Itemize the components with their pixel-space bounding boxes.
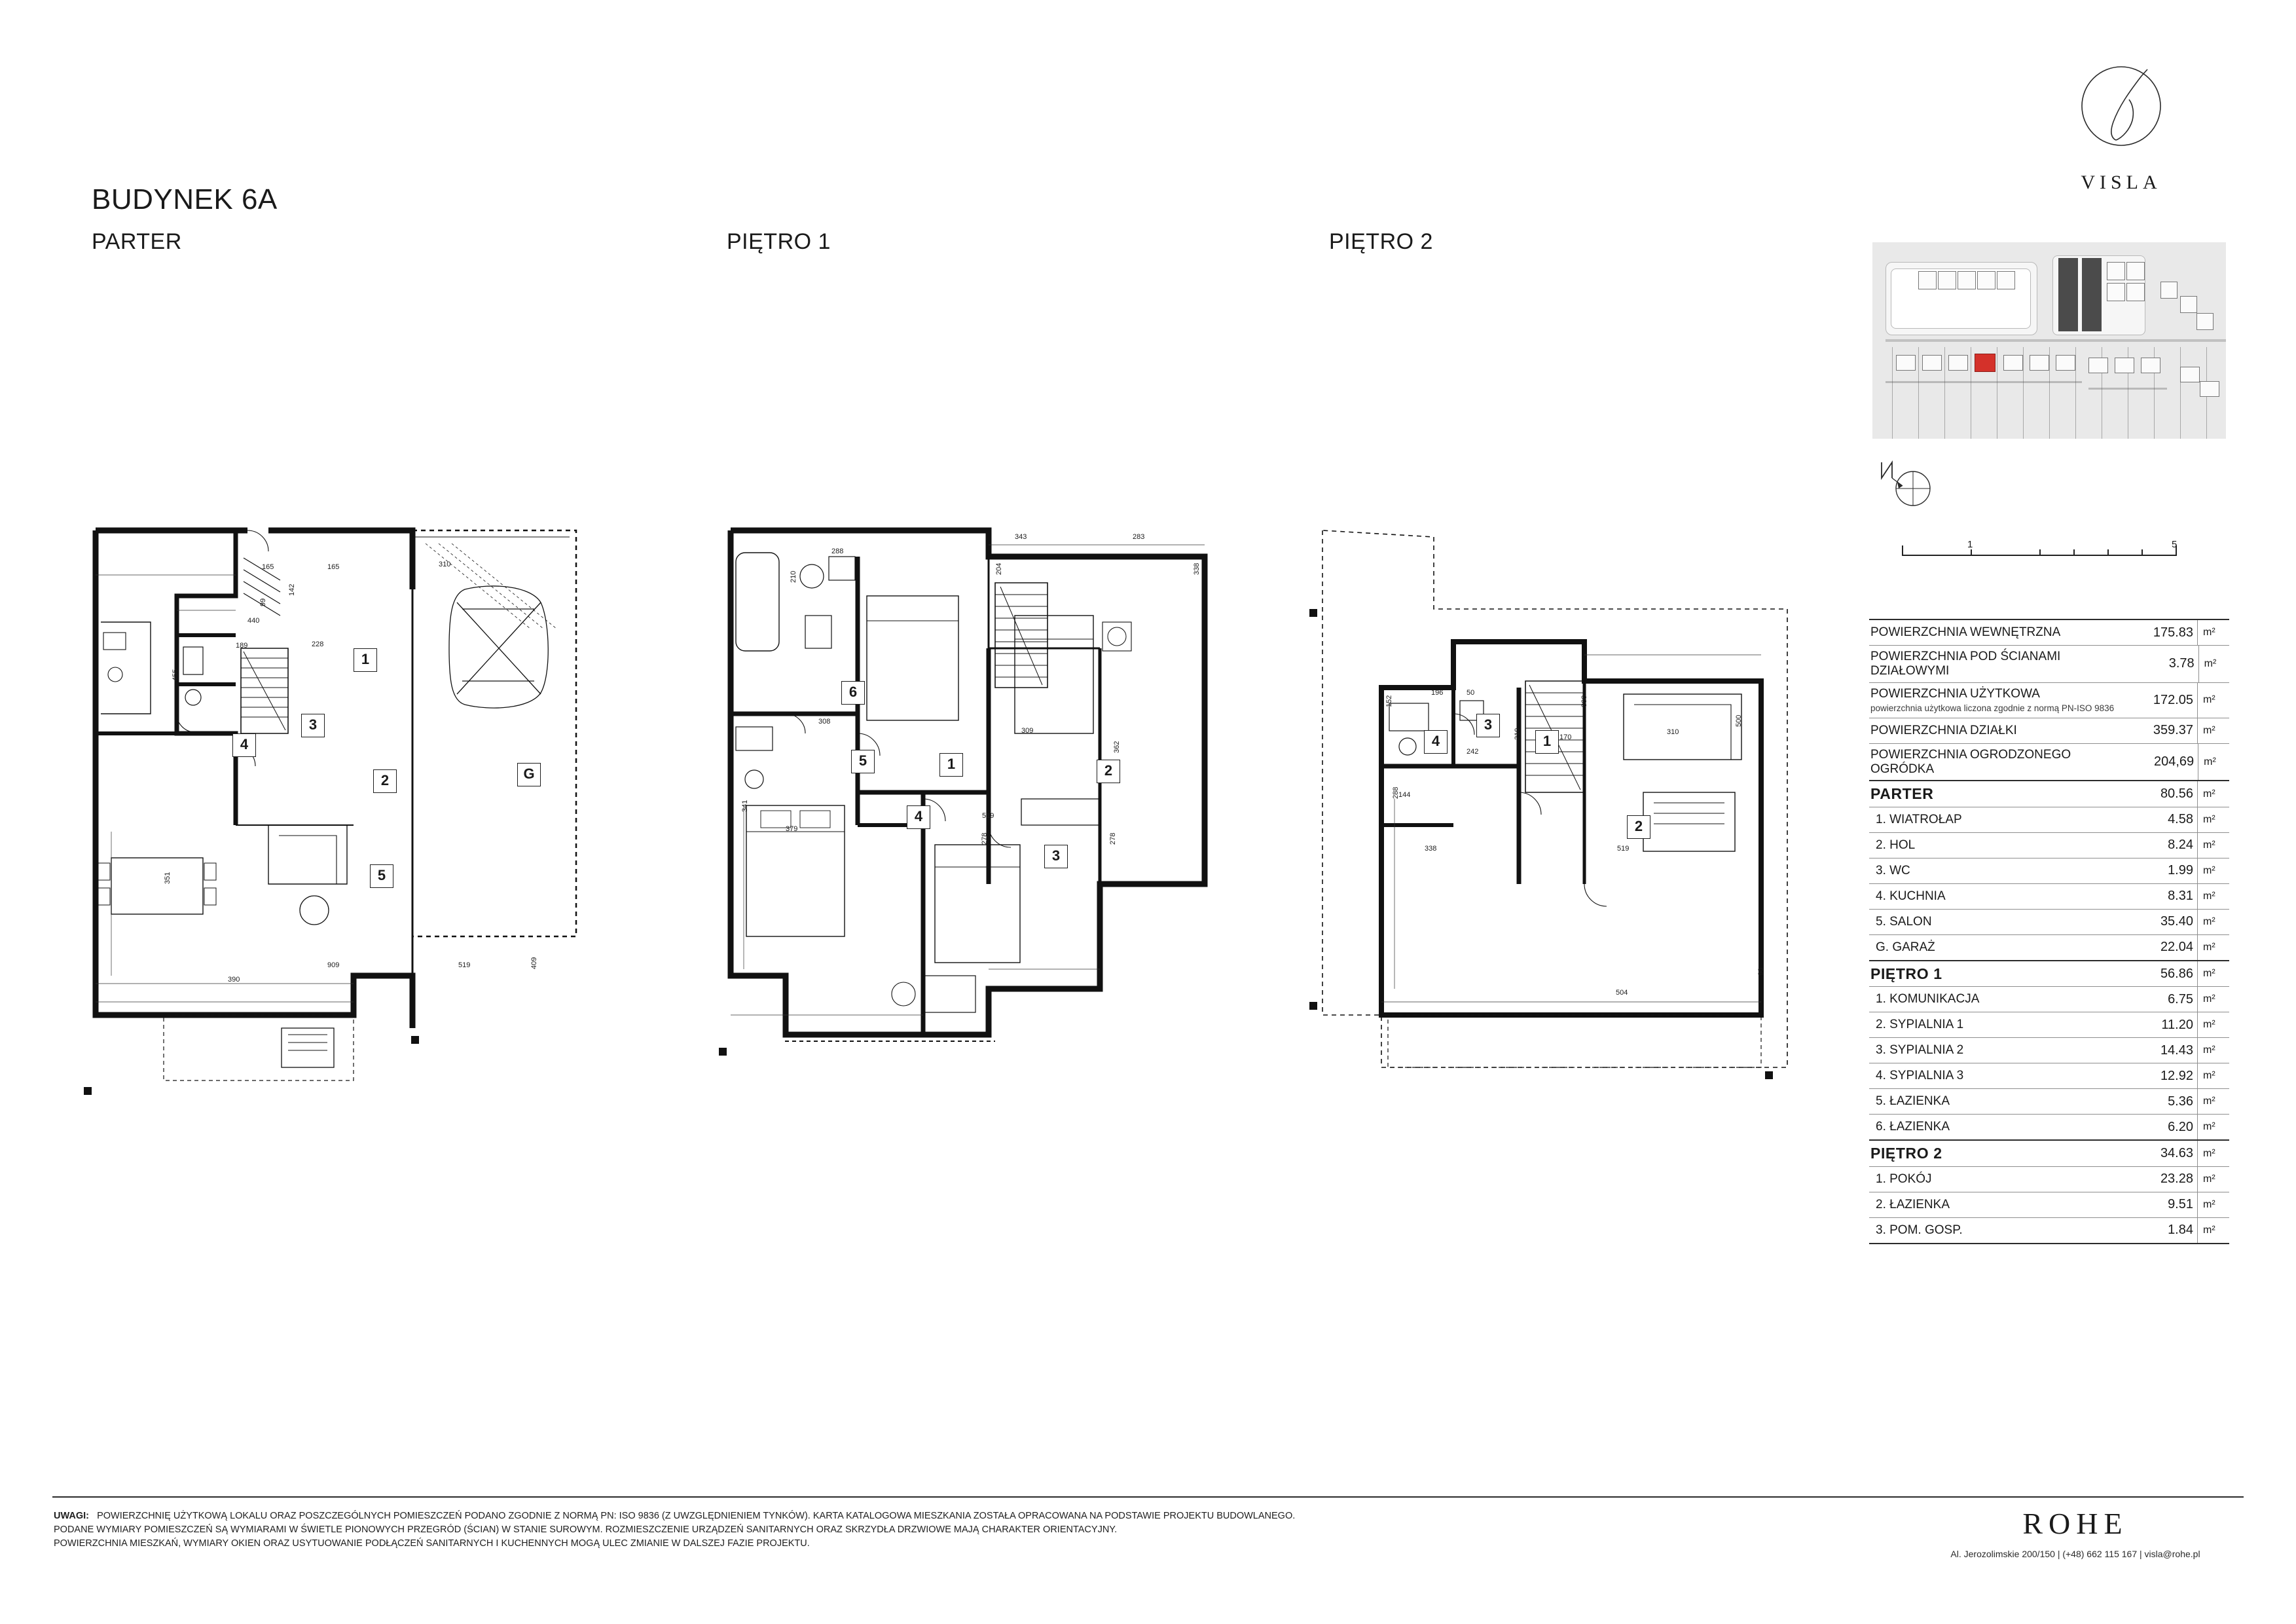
room-marker-4: 4 <box>1424 730 1448 754</box>
spec-room-row <box>1869 1115 2229 1141</box>
spec-section-pietro-2 <box>1869 1141 2229 1166</box>
spec-room-label: 4. SYPIALNIA 3 <box>1876 1069 1964 1083</box>
spec-room-row <box>1869 1012 2229 1038</box>
dimension-label: 409 <box>530 957 538 969</box>
spec-room-value: 1.84 <box>2168 1223 2193 1238</box>
spec-room-value: 14.43 <box>2160 1043 2193 1058</box>
spec-label: POWIERZCHNIA WEWNĘTRZNA <box>1870 625 2061 640</box>
floorplan-parter-drawing <box>72 517 609 1120</box>
spec-section-total: 34.63 <box>2160 1146 2193 1160</box>
dimension-label: 379 <box>786 825 798 833</box>
spec-unit: m² <box>2197 961 2229 986</box>
note-line-2: PODANE WYMIARY POMIESZCZEŃ SĄ WYMIARAMI W ŚWIETLE PIONOWYCH PRZEGRÓD (ŚCIAN) W STANIE SUROWYM. ROZMIESZCZENIE URZĄDZEŃ SANITARNYCH ORAZ SKRZYDŁA DRZWIOWE MAJĄ CHARAKTER ORIENTACYJNY. <box>54 1524 1118 1536</box>
spec-room-value: 5.36 <box>2168 1094 2193 1109</box>
room-marker-5: 5 <box>851 750 875 773</box>
dimension-label: 310 <box>1667 728 1679 736</box>
spec-room-label: 5. ŁAZIENKA <box>1876 1094 1950 1109</box>
dimension-label: 343 <box>1015 533 1027 541</box>
spec-room-value: 1.99 <box>2168 863 2193 878</box>
spec-room-row <box>1869 1167 2229 1192</box>
floorplan-parter <box>72 517 609 1120</box>
spec-label: POWIERZCHNIA DZIAŁKI <box>1870 723 2017 737</box>
spec-room-label: 1. WIATROŁAP <box>1876 812 1962 826</box>
spec-unit: m² <box>2197 781 2229 806</box>
spec-room-value: 9.51 <box>2168 1197 2193 1212</box>
scale-label-start: 1 <box>1967 539 1973 550</box>
spec-room-value: 8.31 <box>2168 889 2193 904</box>
spec-unit: m² <box>2197 1038 2229 1063</box>
logo-wordmark: VISLA <box>2081 172 2162 193</box>
dimension-label: 309 <box>1021 727 1034 735</box>
dimension-label: 210 <box>1514 728 1522 740</box>
room-marker-2: 2 <box>1097 760 1120 783</box>
spec-value: 172.05 <box>2153 692 2193 707</box>
spec-room-row <box>1869 987 2229 1012</box>
rohe-wordmark: ROHE <box>2022 1507 2128 1540</box>
dimension-label: 204 <box>995 563 1003 575</box>
floor-title-pietro-1: PIĘTRO 1 <box>727 229 831 254</box>
dimension-label: 338 <box>1193 563 1201 575</box>
spec-room-label: 5. SALON <box>1876 914 1932 929</box>
spec-room-value: 22.04 <box>2160 940 2193 955</box>
dimension-label: 455 <box>172 669 179 681</box>
spec-unit: m² <box>2197 910 2229 934</box>
dimension-label: 300 <box>1580 695 1588 707</box>
spec-room-label: 3. WC <box>1876 863 1910 877</box>
room-marker-4: 4 <box>232 733 256 757</box>
spec-room-value: 6.75 <box>2168 991 2193 1006</box>
dimension-label: 341 <box>741 800 749 812</box>
dimension-label: 519 <box>982 812 994 820</box>
spec-room-value: 23.28 <box>2160 1172 2193 1187</box>
spec-room-value: 4.58 <box>2168 812 2193 827</box>
footer-divider <box>52 1496 2244 1498</box>
dimension-label: 90 <box>1757 967 1765 976</box>
spec-room-value: 6.20 <box>2168 1119 2193 1134</box>
spec-label: POWIERZCHNIA OGRODZONEGO OGRÓDKA <box>1870 747 2071 776</box>
spec-unit: m² <box>2197 1089 2229 1114</box>
dimension-label: 288 <box>1392 786 1400 799</box>
spec-value: 359.37 <box>2153 723 2193 738</box>
page-title: BUDYNEK 6A <box>92 183 278 215</box>
spec-room-value: 35.40 <box>2160 914 2193 929</box>
room-marker-1: 1 <box>354 648 377 672</box>
dimension-label: 909 <box>327 961 340 969</box>
floorplan-pietro-1-drawing <box>707 517 1244 1120</box>
spec-unit: m² <box>2198 646 2229 682</box>
footer-notes <box>54 1509 1690 1551</box>
spec-room-label: 3. SYPIALNIA 2 <box>1876 1043 1964 1058</box>
dimension-label: 165 <box>262 563 274 571</box>
spec-room-row <box>1869 1038 2229 1063</box>
room-marker-3: 3 <box>1476 714 1500 737</box>
spec-unit: m² <box>2197 1141 2229 1166</box>
floorplan-pietro-2 <box>1303 517 1840 1120</box>
dimension-label: 310 <box>439 561 451 568</box>
spec-room-value: 11.20 <box>2161 1017 2193 1032</box>
room-marker-3: 3 <box>1044 845 1068 868</box>
spec-room-value: 12.92 <box>2160 1068 2193 1083</box>
site-plan-highlight-unit <box>1975 354 1995 372</box>
dimension-label: 390 <box>228 976 240 984</box>
spec-value: 204,69 <box>2153 754 2195 769</box>
spec-label: POWIERZCHNIA POD ŚCIANAMI DZIAŁOWYMI <box>1870 650 2061 678</box>
dimension-label: 362 <box>1113 741 1121 753</box>
spec-section-title: PIĘTRO 1 <box>1870 965 1942 982</box>
rohe-branding <box>1938 1506 2213 1559</box>
spec-label-note: powierzchnia użytkowa liczona zgodnie z normą PN-ISO 9836 <box>1870 703 2115 713</box>
dimension-label: 196 <box>1431 689 1444 697</box>
dimension-label: 500 <box>1735 714 1743 727</box>
spec-unit: m² <box>2197 620 2229 645</box>
spec-row-usable-area <box>1869 683 2229 718</box>
dimension-label: 308 <box>818 718 831 726</box>
dimension-label: 351 <box>164 872 172 884</box>
spec-unit: m² <box>2197 1218 2229 1243</box>
note-line-1: POWIERZCHNIĘ UŻYTKOWĄ LOKALU ORAZ POSZCZEGÓLNYCH POMIESZCZEŃ PODANO ZGODNIE Z NORMĄ PN: ISO 9836 (Z UWZGLĘDNIENIEM TYNKÓW). KARTA KATALOGOWA MIESZKANIA ZOSTAŁA OPRACOWANA NA PODSTAWIE PROJEKTU BUDOWLANEGO. <box>97 1511 1296 1521</box>
floor-title-parter: PARTER <box>92 229 182 254</box>
dimension-label: 519 <box>458 961 471 969</box>
spec-room-label: G. GARAŻ <box>1876 940 1935 954</box>
room-marker-4: 4 <box>907 805 930 829</box>
spec-room-label: 1. POKÓJ <box>1876 1172 1932 1186</box>
spec-label-text: POWIERZCHNIA UŻYTKOWA <box>1870 686 2040 701</box>
spec-room-row <box>1869 1192 2229 1218</box>
dimension-label: 504 <box>1616 989 1628 997</box>
dimension-label: 165 <box>327 563 340 571</box>
spec-label <box>1869 683 2133 718</box>
spec-room-row <box>1869 807 2229 833</box>
spec-unit: m² <box>2197 833 2229 858</box>
spec-room-value: 8.24 <box>2168 838 2193 853</box>
room-marker-1: 1 <box>1535 730 1559 754</box>
floor-title-pietro-2: PIĘTRO 2 <box>1329 229 1433 254</box>
floorplan-pietro-2-drawing <box>1303 517 1840 1120</box>
dimension-label: 144 <box>1398 791 1411 799</box>
dimension-label: 50 <box>1467 689 1475 697</box>
spec-room-row <box>1869 884 2229 910</box>
note-line-3: POWIERZCHNIA MIESZKAŃ, WYMIARY OKIEN ORAZ USYTUOWANIE PODŁĄCZEŃ SANITARNYCH I KUCHENNYCH MOGĄ ULEC ZMIANIE W DALSZEJ FAZIE PROJEKTU. <box>54 1538 810 1549</box>
dimension-label: 278 <box>981 832 989 845</box>
spec-unit: m² <box>2197 1115 2229 1139</box>
dimension-label: 228 <box>312 640 324 648</box>
spec-row-fenced-garden-area <box>1869 744 2229 782</box>
dimension-label: 278 <box>1109 832 1117 845</box>
dimension-label: 99 <box>259 598 267 606</box>
site-plan <box>1872 242 2226 439</box>
spec-section-total: 56.86 <box>2160 966 2193 981</box>
spec-room-label: 2. ŁAZIENKA <box>1876 1197 1950 1211</box>
spec-room-label: 2. SYPIALNIA 1 <box>1876 1018 1964 1032</box>
room-marker-garage: G <box>517 763 541 786</box>
room-marker-3: 3 <box>301 714 325 737</box>
spec-room-row <box>1869 833 2229 858</box>
spec-unit: m² <box>2197 1063 2229 1088</box>
spec-room-row <box>1869 1063 2229 1089</box>
room-marker-1: 1 <box>939 753 963 777</box>
spec-unit: m² <box>2197 935 2229 960</box>
spec-unit: m² <box>2197 1012 2229 1037</box>
spec-section-title: PARTER <box>1870 785 1934 803</box>
spec-room-row <box>1869 910 2229 935</box>
dimension-label: 242 <box>1467 748 1479 756</box>
spec-section-parter <box>1869 781 2229 807</box>
floorplan-pietro-1 <box>707 517 1244 1120</box>
dimension-label: 152 <box>1385 695 1393 707</box>
room-marker-6: 6 <box>841 681 865 705</box>
spec-unit: m² <box>2198 744 2229 781</box>
spec-section-pietro-1 <box>1869 961 2229 987</box>
rohe-contact: Al. Jerozolimskie 200/150 | (+48) 662 115 167 | visla@rohe.pl <box>1950 1549 2200 1559</box>
spec-row-partition-walls-area <box>1869 646 2229 683</box>
spec-unit: m² <box>2197 807 2229 832</box>
spec-unit: m² <box>2197 683 2229 718</box>
scale-bar <box>1902 540 2177 566</box>
visla-leaf-icon <box>2043 59 2200 174</box>
spec-unit: m² <box>2197 884 2229 909</box>
dimension-label: 210 <box>790 570 797 583</box>
dimension-label: 170 <box>1559 733 1572 741</box>
spec-unit: m² <box>2197 987 2229 1012</box>
dimension-label: 142 <box>288 583 296 596</box>
spec-section-title: PIĘTRO 2 <box>1870 1145 1942 1162</box>
spec-section-total: 80.56 <box>2160 786 2193 802</box>
dimension-label: 440 <box>247 617 260 625</box>
spec-room-label: 1. KOMUNIKACJA <box>1876 992 1980 1006</box>
spec-room-row <box>1869 1089 2229 1115</box>
spec-value: 175.83 <box>2153 625 2193 640</box>
spec-unit: m² <box>2197 1167 2229 1192</box>
dimension-label: 338 <box>1425 845 1437 853</box>
spec-room-row <box>1869 858 2229 884</box>
spec-room-row <box>1869 1218 2229 1244</box>
spec-room-label: 2. HOL <box>1876 838 1916 852</box>
spec-unit: m² <box>2197 858 2229 883</box>
notes-label: UWAGI: <box>54 1511 89 1521</box>
room-marker-2: 2 <box>373 769 397 793</box>
room-marker-5: 5 <box>370 864 393 888</box>
spec-value: 3.78 <box>2168 656 2195 671</box>
spec-row-internal-area <box>1869 619 2229 646</box>
spec-room-label: 4. KUCHNIA <box>1876 889 1946 903</box>
room-marker-2: 2 <box>1627 815 1650 839</box>
visla-logo <box>2043 59 2200 203</box>
dimension-label: 283 <box>1133 533 1145 541</box>
spec-row-plot-area <box>1869 718 2229 744</box>
scale-label-end: 5 <box>2172 539 2178 550</box>
area-spec-table <box>1869 619 2229 1244</box>
spec-room-label: 3. POM. GOSP. <box>1876 1223 1963 1237</box>
dimension-label: 189 <box>236 642 248 650</box>
spec-room-row <box>1869 935 2229 961</box>
dimension-label: 288 <box>831 547 844 555</box>
spec-room-label: 6. ŁAZIENKA <box>1876 1120 1950 1134</box>
spec-unit: m² <box>2197 1192 2229 1217</box>
compass-rose <box>1872 458 1951 517</box>
spec-unit: m² <box>2197 718 2229 743</box>
dimension-label: 519 <box>1617 845 1630 853</box>
